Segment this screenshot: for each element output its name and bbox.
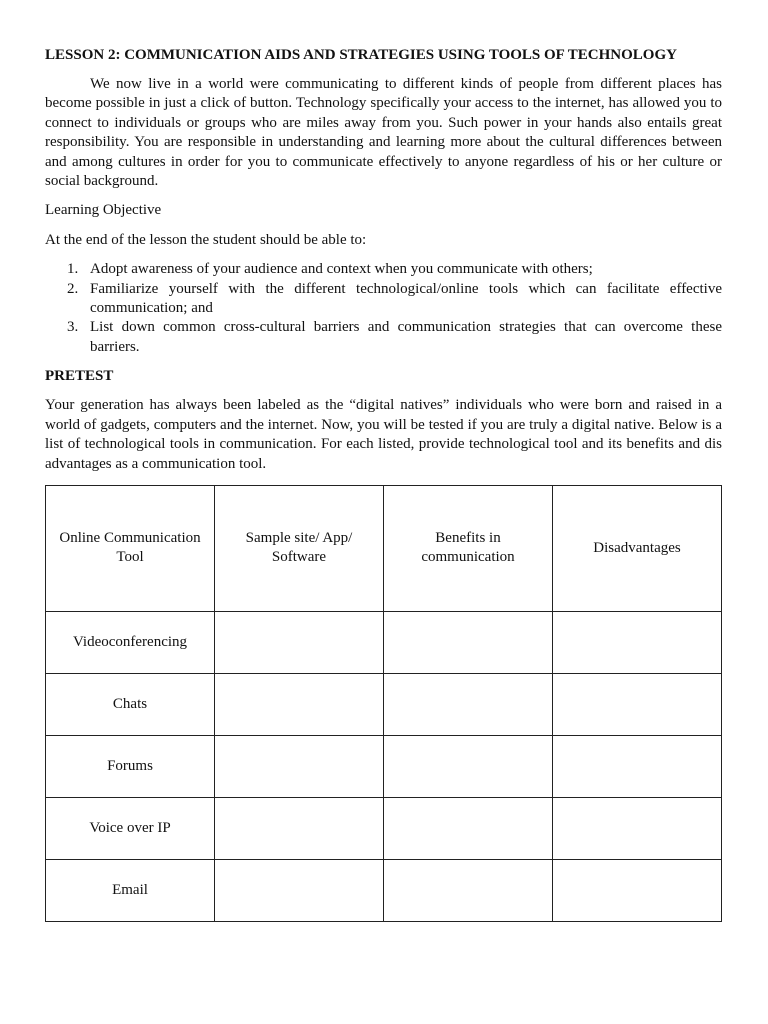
column-header-benefits: Benefits in communication xyxy=(384,485,553,611)
tool-name-cell: Voice over IP xyxy=(46,797,215,859)
table-row xyxy=(46,673,722,735)
sample-cell[interactable] xyxy=(215,735,384,797)
benefits-cell[interactable] xyxy=(384,735,553,797)
disadvantages-cell[interactable] xyxy=(553,611,722,673)
tool-name-cell: Chats xyxy=(46,673,215,735)
disadvantages-cell[interactable] xyxy=(553,797,722,859)
tool-name-cell: Forums xyxy=(46,735,215,797)
pretest-paragraph: Your generation has always been labeled as the “digital natives” individuals who were born and raised in a world of gadgets, computers and the internet. Now, you will be tested if you are truly a digital native. Below is a list of technological tools in communication. For each listed, provide technological tool and its benefits and dis advantages as a communication tool. xyxy=(45,397,722,472)
communication-tools-table xyxy=(45,485,722,922)
objective-lead: At the end of the lesson the student should be able to: xyxy=(45,231,367,248)
benefits-cell[interactable] xyxy=(384,611,553,673)
table-row xyxy=(46,859,722,921)
sample-cell[interactable] xyxy=(215,611,384,673)
list-item-text: Familiarize yourself with the different technological/online tools which can facilitate effective communication; and xyxy=(90,280,722,317)
document-page xyxy=(45,45,722,922)
table-row xyxy=(46,797,722,859)
pretest-heading: PRETEST xyxy=(45,368,114,385)
tool-name-cell: Videoconferencing xyxy=(46,611,215,673)
objectives-list xyxy=(45,260,722,357)
list-item-text: Adopt awareness of your audience and context when you communicate with others; xyxy=(90,261,593,278)
sample-cell[interactable] xyxy=(215,859,384,921)
list-item-number: 3. xyxy=(67,319,79,336)
table-row xyxy=(46,611,722,673)
list-item-number: 1. xyxy=(67,261,79,278)
list-item xyxy=(45,318,722,357)
lesson-title: LESSON 2: COMMUNICATION AIDS AND STRATEGIES USING TOOLS OF TECHNOLOGY xyxy=(45,47,677,63)
benefits-cell[interactable] xyxy=(384,797,553,859)
benefits-cell[interactable] xyxy=(384,859,553,921)
list-item-number: 2. xyxy=(67,280,79,297)
disadvantages-cell[interactable] xyxy=(553,859,722,921)
column-header-disadvantages: Disadvantages xyxy=(553,485,722,611)
column-header-tool: Online Communication Tool xyxy=(46,485,215,611)
table-row xyxy=(46,735,722,797)
benefits-cell[interactable] xyxy=(384,673,553,735)
sample-cell[interactable] xyxy=(215,797,384,859)
intro-paragraph: We now live in a world were communicating to different kinds of people from different places has become possible in just a click of button. Technology specifically your access to the internet, has allowed you to connect to individuals or groups who are miles away from you. Such power in your hands also entails great responsibility. You are responsible in understanding and learning more about the cultural differences between and among cultures in order for you to communicate effectively to anyone regardless of his or her culture or social background. xyxy=(45,76,722,190)
tool-name-cell: Email xyxy=(46,859,215,921)
list-item-text: List down common cross-cultural barriers and communication strategies that can overcome these barriers. xyxy=(90,319,722,355)
column-header-sample: Sample site/ App/ Software xyxy=(215,485,384,611)
list-item xyxy=(45,260,722,279)
table-header-row xyxy=(46,485,722,611)
list-item xyxy=(45,280,722,319)
objective-heading: Learning Objective xyxy=(45,202,162,219)
sample-cell[interactable] xyxy=(215,673,384,735)
disadvantages-cell[interactable] xyxy=(553,673,722,735)
disadvantages-cell[interactable] xyxy=(553,735,722,797)
